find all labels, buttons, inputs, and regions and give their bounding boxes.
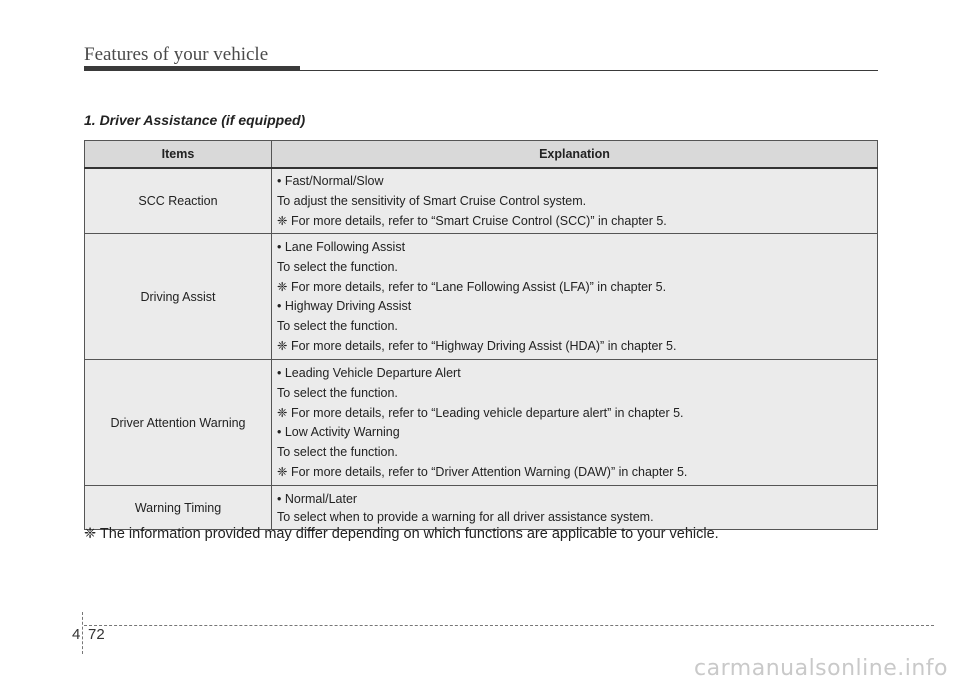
page-section-number: 4	[72, 626, 81, 643]
explanation-line: ❈ For more details, refer to “Highway Driving Assist (HDA)” in chapter 5.	[277, 338, 677, 353]
explanation-cell	[272, 168, 878, 234]
item-cell: Driver Attention Warning	[85, 360, 272, 486]
explanation-line: ❈ For more details, refer to “Driver Attention Warning (DAW)” in chapter 5.	[277, 464, 688, 479]
table-header-row	[85, 141, 878, 169]
item-cell: SCC Reaction	[85, 168, 272, 234]
explanation-cell	[272, 234, 878, 360]
header-explanation: Explanation	[272, 141, 878, 169]
header-rule-thin	[84, 70, 878, 71]
explanation-line: • Lane Following Assist	[277, 240, 406, 254]
table-row	[85, 234, 878, 360]
explanation-line: To select the function.	[277, 385, 398, 400]
explanation-line: To adjust the sensitivity of Smart Cruise Control system.	[277, 193, 587, 208]
features-table	[84, 140, 878, 530]
explanation-line: To select the function.	[277, 445, 398, 460]
explanation-cell	[272, 486, 878, 530]
footnote: ❈ The information provided may differ depending on which functions are applicable to your vehicle.	[84, 526, 719, 542]
page-header-title: Features of your vehicle	[84, 44, 269, 65]
table-row	[85, 486, 878, 530]
page-number: 72	[88, 626, 105, 643]
explanation-line: To select when to provide a warning for all driver assistance system.	[277, 510, 654, 525]
explanation-line: ❈ For more details, refer to “Smart Cruise Control (SCC)” in chapter 5.	[277, 213, 667, 228]
watermark: carmanualsonline.info	[694, 656, 948, 681]
explanation-line: • Leading Vehicle Departure Alert	[277, 366, 461, 380]
explanation-line: ❈ For more details, refer to “Lane Following Assist (LFA)” in chapter 5.	[277, 279, 667, 294]
explanation-cell	[272, 360, 878, 486]
item-cell: Driving Assist	[85, 234, 272, 360]
explanation-line: To select the function.	[277, 259, 398, 274]
explanation-line: To select the function.	[277, 319, 398, 334]
explanation-line: • Fast/Normal/Slow	[277, 174, 384, 188]
section-title: 1. Driver Assistance (if equipped)	[84, 112, 306, 128]
footer-dashed-rule	[84, 625, 934, 626]
footer-page-divider	[82, 612, 83, 654]
header-items: Items	[85, 141, 272, 169]
item-cell: Warning Timing	[85, 486, 272, 530]
explanation-line: • Highway Driving Assist	[277, 299, 412, 314]
explanation-line: • Normal/Later	[277, 492, 358, 507]
table-row	[85, 360, 878, 486]
explanation-line: ❈ For more details, refer to “Leading vehicle departure alert” in chapter 5.	[277, 405, 684, 420]
table-row	[85, 168, 878, 234]
explanation-line: • Low Activity Warning	[277, 425, 400, 440]
